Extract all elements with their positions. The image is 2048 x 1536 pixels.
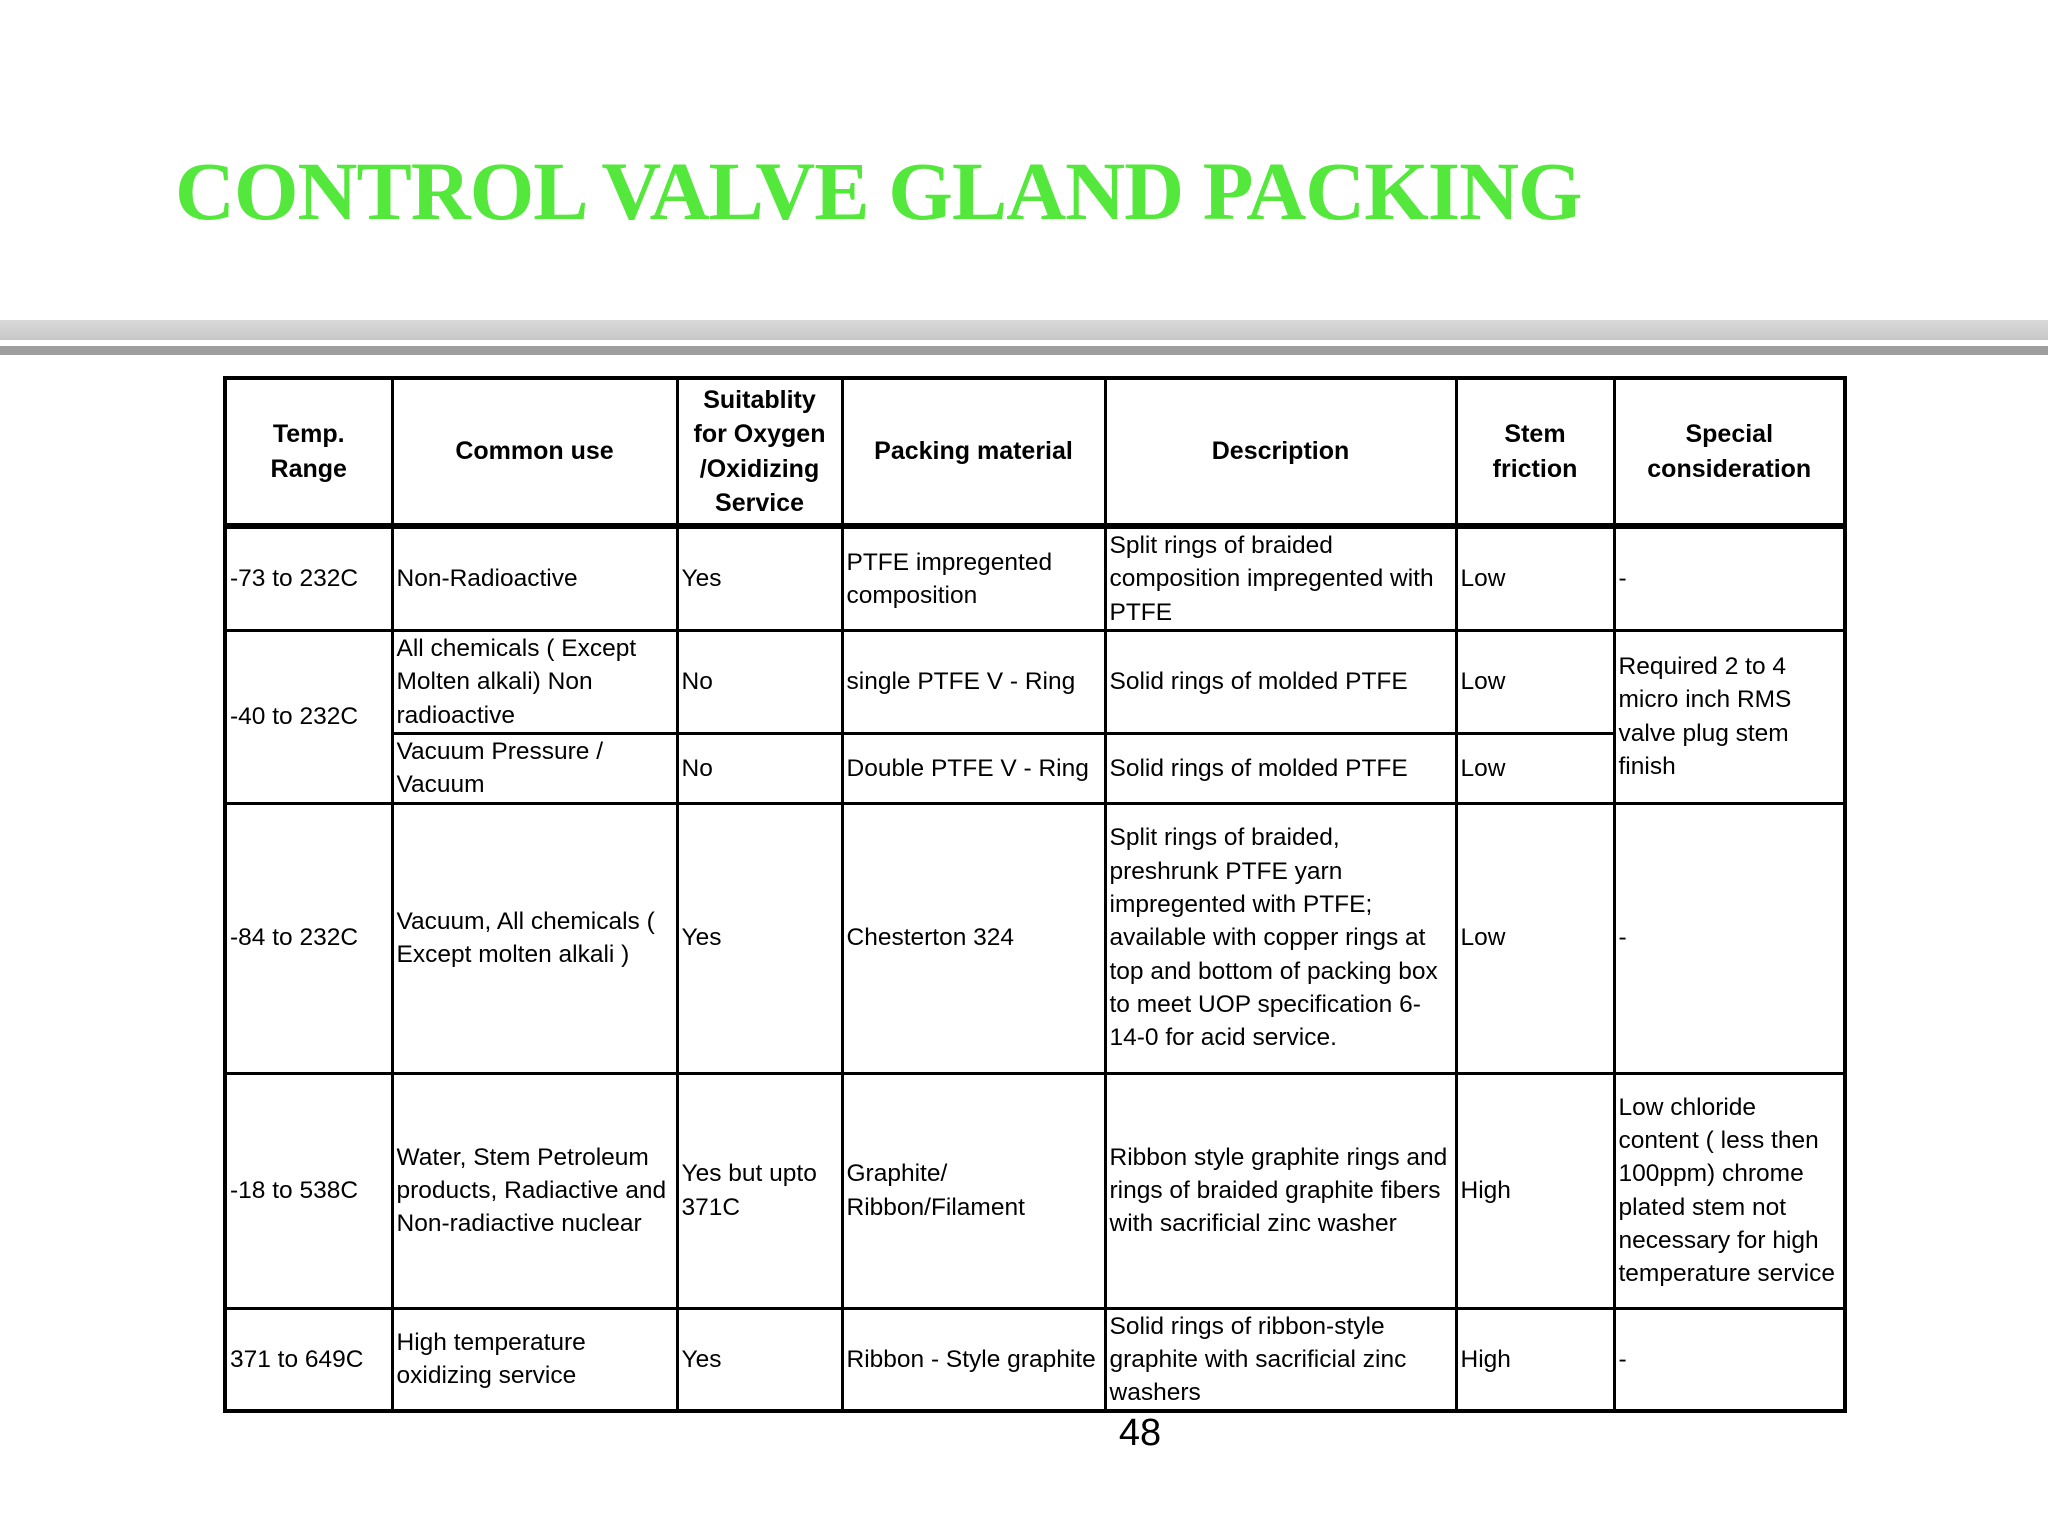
cell-temp-range: -18 to 538C (225, 1073, 392, 1308)
cell-packing-material: Double PTFE V - Ring (842, 733, 1105, 803)
header-stem-friction (1456, 378, 1614, 526)
header-common-use (392, 378, 677, 526)
cell-temp-range: -84 to 232C (225, 803, 392, 1073)
cell-oxygen-suitability: Yes (677, 1308, 842, 1411)
cell-special-consideration: - (1614, 1308, 1845, 1411)
cell-common-use: Water, Stem Petroleum products, Radiactive and Non-radiactive nuclear (392, 1073, 677, 1308)
cell-temp-range: -40 to 232C (225, 630, 392, 803)
header-label: Stem friction (1492, 420, 1578, 483)
cell-common-use: Non-Radioactive (392, 526, 677, 630)
header-label: Special consideration (1647, 420, 1812, 483)
cell-temp-range: -73 to 232C (225, 526, 392, 630)
header-temp-range (225, 378, 392, 526)
cell-stem-friction: High (1456, 1308, 1614, 1411)
cell-oxygen-suitability: No (677, 630, 842, 733)
cell-packing-material: Graphite/ Ribbon/Filament (842, 1073, 1105, 1308)
header-description (1105, 378, 1456, 526)
cell-special-consideration: - (1614, 803, 1845, 1073)
cell-oxygen-suitability: Yes but upto 371C (677, 1073, 842, 1308)
cell-common-use: Vacuum Pressure / Vacuum (392, 733, 677, 803)
cell-common-use: Vacuum, All chemicals ( Except molten alkali ) (392, 803, 677, 1073)
table-row (225, 630, 1845, 733)
header-label: Packing material (874, 437, 1073, 466)
header-special-consideration (1614, 378, 1845, 526)
header-rule-light (0, 320, 2048, 340)
cell-temp-range: 371 to 649C (225, 1308, 392, 1411)
cell-packing-material: Ribbon - Style graphite (842, 1308, 1105, 1411)
cell-oxygen-suitability: Yes (677, 803, 842, 1073)
cell-description: Solid rings of molded PTFE (1105, 733, 1456, 803)
cell-special-consideration: - (1614, 526, 1845, 630)
cell-special-consideration: Low chloride content ( less then 100ppm) chrome plated stem not necessary for high temperature service (1614, 1073, 1845, 1308)
table-row (225, 733, 1845, 803)
table-row (225, 1073, 1845, 1308)
table-header-row (225, 378, 1845, 526)
cell-description: Ribbon style graphite rings and rings of braided graphite fibers with sacrificial zinc washer (1105, 1073, 1456, 1308)
cell-description: Split rings of braided composition impregented with PTFE (1105, 526, 1456, 630)
header-oxygen-suitability (677, 378, 842, 526)
slide-title: CONTROL VALVE GLAND PACKING (175, 145, 1582, 237)
cell-stem-friction: Low (1456, 526, 1614, 630)
cell-packing-material: single PTFE V - Ring (842, 630, 1105, 733)
table-row (225, 526, 1845, 630)
cell-description: Solid rings of ribbon-style graphite with sacrificial zinc washers (1105, 1308, 1456, 1411)
cell-common-use: All chemicals ( Except Molten alkali) Non radioactive (392, 630, 677, 733)
cell-packing-material: Chesterton 324 (842, 803, 1105, 1073)
cell-special-consideration: Required 2 to 4 micro inch RMS valve plug stem finish (1614, 630, 1845, 803)
header-rule-dark (0, 346, 2048, 355)
cell-stem-friction: Low (1456, 733, 1614, 803)
packing-table (223, 376, 1847, 1413)
table-row (225, 803, 1845, 1073)
table-row (225, 1308, 1845, 1411)
header-label: Description (1211, 437, 1350, 466)
cell-oxygen-suitability: Yes (677, 526, 842, 630)
cell-packing-material: PTFE impregented composition (842, 526, 1105, 630)
header-packing-material (842, 378, 1105, 526)
cell-common-use: High temperature oxidizing service (392, 1308, 677, 1411)
cell-description: Split rings of braided, preshrunk PTFE yarn impregented with PTFE; available with copper rings at top and bottom of packing box to meet UOP specification 6-14-0 for acid service. (1105, 803, 1456, 1073)
header-label: Suitablity for Oxygen /Oxidizing Service (693, 385, 826, 517)
cell-oxygen-suitability: No (677, 733, 842, 803)
cell-stem-friction: High (1456, 1073, 1614, 1308)
page-number: 48 (1118, 1412, 1162, 1454)
cell-description: Solid rings of molded PTFE (1105, 630, 1456, 733)
cell-stem-friction: Low (1456, 803, 1614, 1073)
header-label: Common use (455, 437, 614, 466)
cell-stem-friction: Low (1456, 630, 1614, 733)
header-label: Temp. Range (270, 420, 347, 483)
